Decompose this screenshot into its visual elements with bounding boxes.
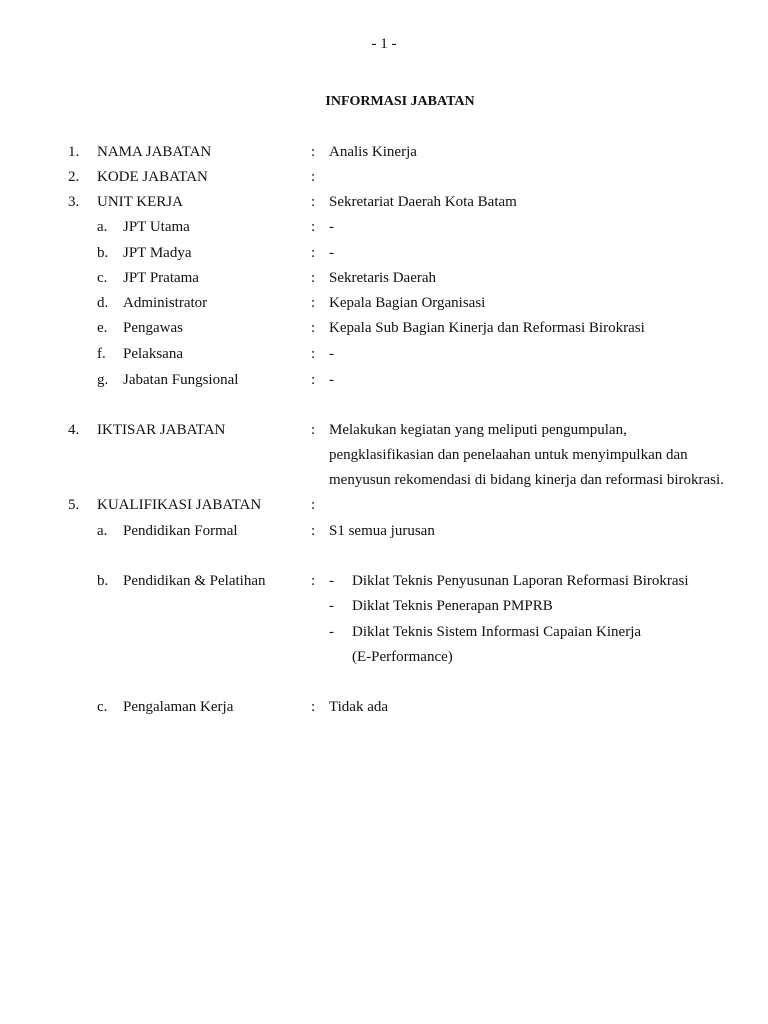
sub-item-value: S1 semua jurusan <box>329 523 435 539</box>
sub-item-letter: f. <box>97 346 106 362</box>
summary-line: pengklasifikasian dan penelaahan untuk menyimpulkan dan <box>329 447 688 463</box>
sub-item-value: - <box>329 372 334 388</box>
item-label: UNIT KERJA <box>97 194 183 210</box>
sub-item-letter: d. <box>97 295 109 311</box>
sub-item-label: JPT Madya <box>123 245 192 261</box>
colon: : <box>311 699 316 715</box>
list-bullet: - <box>329 573 334 589</box>
document-title: INFORMASI JABATAN <box>325 94 475 109</box>
sub-item-label: JPT Pratama <box>123 270 199 286</box>
training-item: Diklat Teknis Penerapan PMPRB <box>352 598 553 614</box>
sub-item-letter: c. <box>97 699 108 715</box>
sub-item-letter: a. <box>97 523 108 539</box>
item-number: 2. <box>68 169 80 185</box>
sub-item-label: Pendidikan Formal <box>123 523 238 539</box>
colon: : <box>311 320 316 336</box>
colon: : <box>311 270 316 286</box>
colon: : <box>311 372 316 388</box>
training-item-continuation: (E-Performance) <box>352 649 453 665</box>
sub-item-value: - <box>329 346 334 362</box>
colon: : <box>311 523 316 539</box>
list-bullet: - <box>329 598 334 614</box>
sub-item-letter: b. <box>97 573 109 589</box>
sub-item-letter: b. <box>97 245 109 261</box>
sub-item-label: Jabatan Fungsional <box>123 372 239 388</box>
sub-item-value: - <box>329 219 334 235</box>
item-label: KUALIFIKASI JABATAN <box>97 497 262 513</box>
item-number: 1. <box>68 144 80 160</box>
sub-item-value: Tidak ada <box>329 699 389 715</box>
colon: : <box>311 194 316 210</box>
sub-item-label: Pendidikan & Pelatihan <box>123 573 266 589</box>
colon: : <box>311 573 316 589</box>
sub-item-value: - <box>329 245 334 261</box>
summary-line: menyusun rekomendasi di bidang kinerja dan reformasi birokrasi. <box>329 472 724 488</box>
sub-item-letter: a. <box>97 219 108 235</box>
list-bullet: - <box>329 624 334 640</box>
item-label: KODE JABATAN <box>97 169 208 185</box>
item-value: Sekretariat Daerah Kota Batam <box>329 194 517 210</box>
colon: : <box>311 346 316 362</box>
colon: : <box>311 144 316 160</box>
colon: : <box>311 295 316 311</box>
sub-item-letter: e. <box>97 320 108 336</box>
sub-item-letter: g. <box>97 372 109 388</box>
page-number: - 1 - <box>371 36 397 52</box>
sub-item-label: Pengawas <box>123 320 183 336</box>
colon: : <box>311 169 316 185</box>
item-number: 4. <box>68 422 80 438</box>
colon: : <box>311 219 316 235</box>
item-number: 3. <box>68 194 80 210</box>
item-number: 5. <box>68 497 80 513</box>
training-item: Diklat Teknis Sistem Informasi Capaian Kinerja <box>352 624 642 640</box>
sub-item-label: Administrator <box>123 295 208 311</box>
sub-item-label: JPT Utama <box>123 219 190 235</box>
training-item: Diklat Teknis Penyusunan Laporan Reformasi Birokrasi <box>352 573 689 589</box>
sub-item-value: Kepala Bagian Organisasi <box>329 295 486 311</box>
colon: : <box>311 497 316 513</box>
item-label: NAMA JABATAN <box>97 144 212 160</box>
sub-item-label: Pengalaman Kerja <box>123 699 234 715</box>
item-value: Analis Kinerja <box>329 144 417 160</box>
colon: : <box>311 245 316 261</box>
sub-item-value: Kepala Sub Bagian Kinerja dan Reformasi Birokrasi <box>329 320 645 336</box>
sub-item-value: Sekretaris Daerah <box>329 270 437 286</box>
sub-item-letter: c. <box>97 270 108 286</box>
sub-item-label: Pelaksana <box>123 346 183 362</box>
item-label: IKTISAR JABATAN <box>97 422 226 438</box>
summary-line: Melakukan kegiatan yang meliputi pengumpulan, <box>329 422 627 438</box>
colon: : <box>311 422 316 438</box>
